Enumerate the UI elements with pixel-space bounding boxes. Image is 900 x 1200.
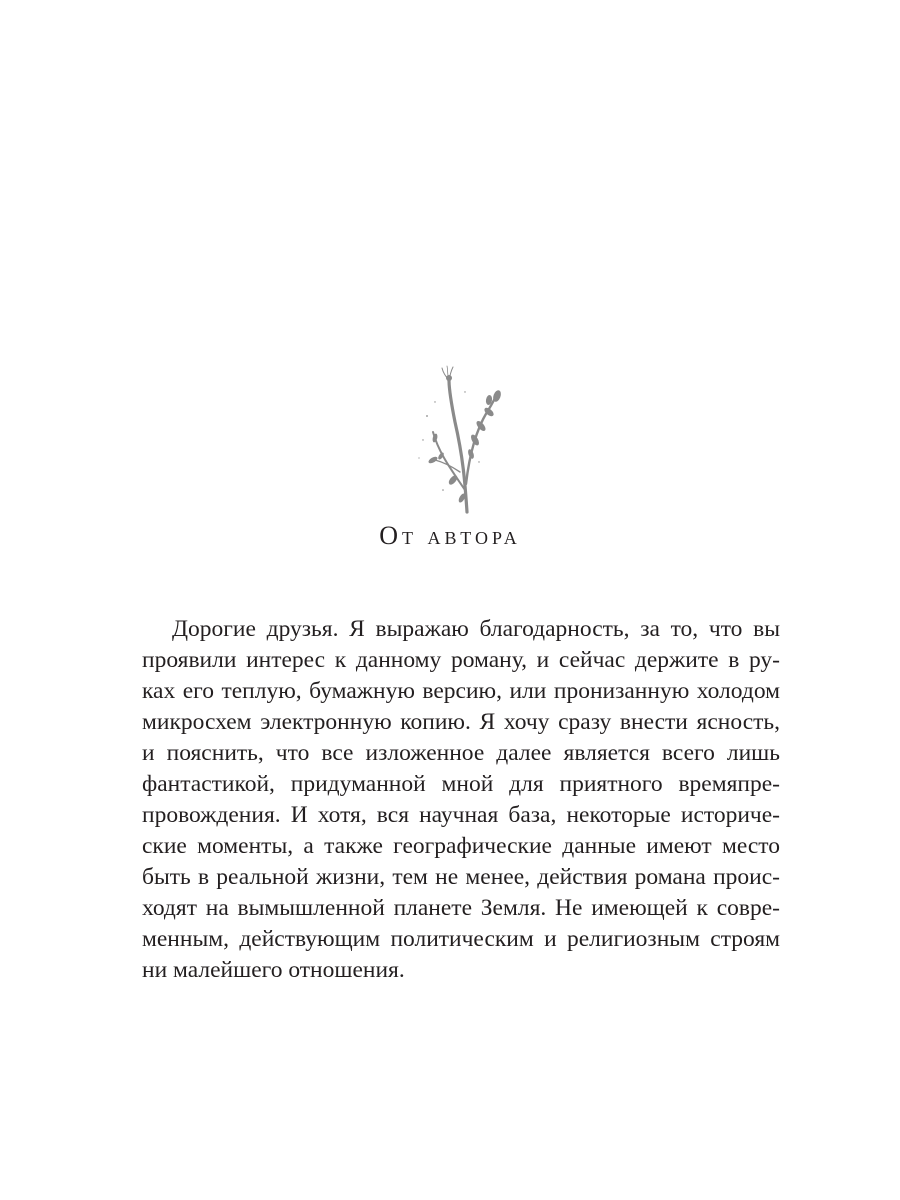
text-line: быть в реальной жизни, тем не менее, действия романа проис- [142,864,780,890]
text-line: фантастикой, придуманной мной для приятного времяпре- [142,771,780,797]
text-line: ках его теплую, бумажную версию, или пронизанную холодом [142,678,780,704]
foreword-paragraph [142,614,780,986]
chapter-heading: От автора [379,521,521,550]
text-line: Дорогие друзья. Я выражаю благодарность, за то, что вы [172,616,780,642]
text-line: микросхем электронную копию. Я хочу сразу внести ясность, [142,709,780,735]
text-line: ни малейшего отношения. [142,957,405,983]
text-line: провождения. И хотя, вся научная база, некоторые историче- [142,802,780,828]
text-line: ходят на вымышленной планете Земля. Не имеющей к совре- [142,895,780,921]
text-line: проявили интерес к данному роману, и сейчас держите в ру- [142,647,780,673]
text-line: ские моменты, а также географические данные имеют место [142,833,780,859]
flower-sprig-icon [405,362,505,522]
text-line: менным, действующим политическим и религиозным строям [142,926,780,952]
text-line: и пояснить, что все изложенное далее является всего лишь [142,740,780,766]
